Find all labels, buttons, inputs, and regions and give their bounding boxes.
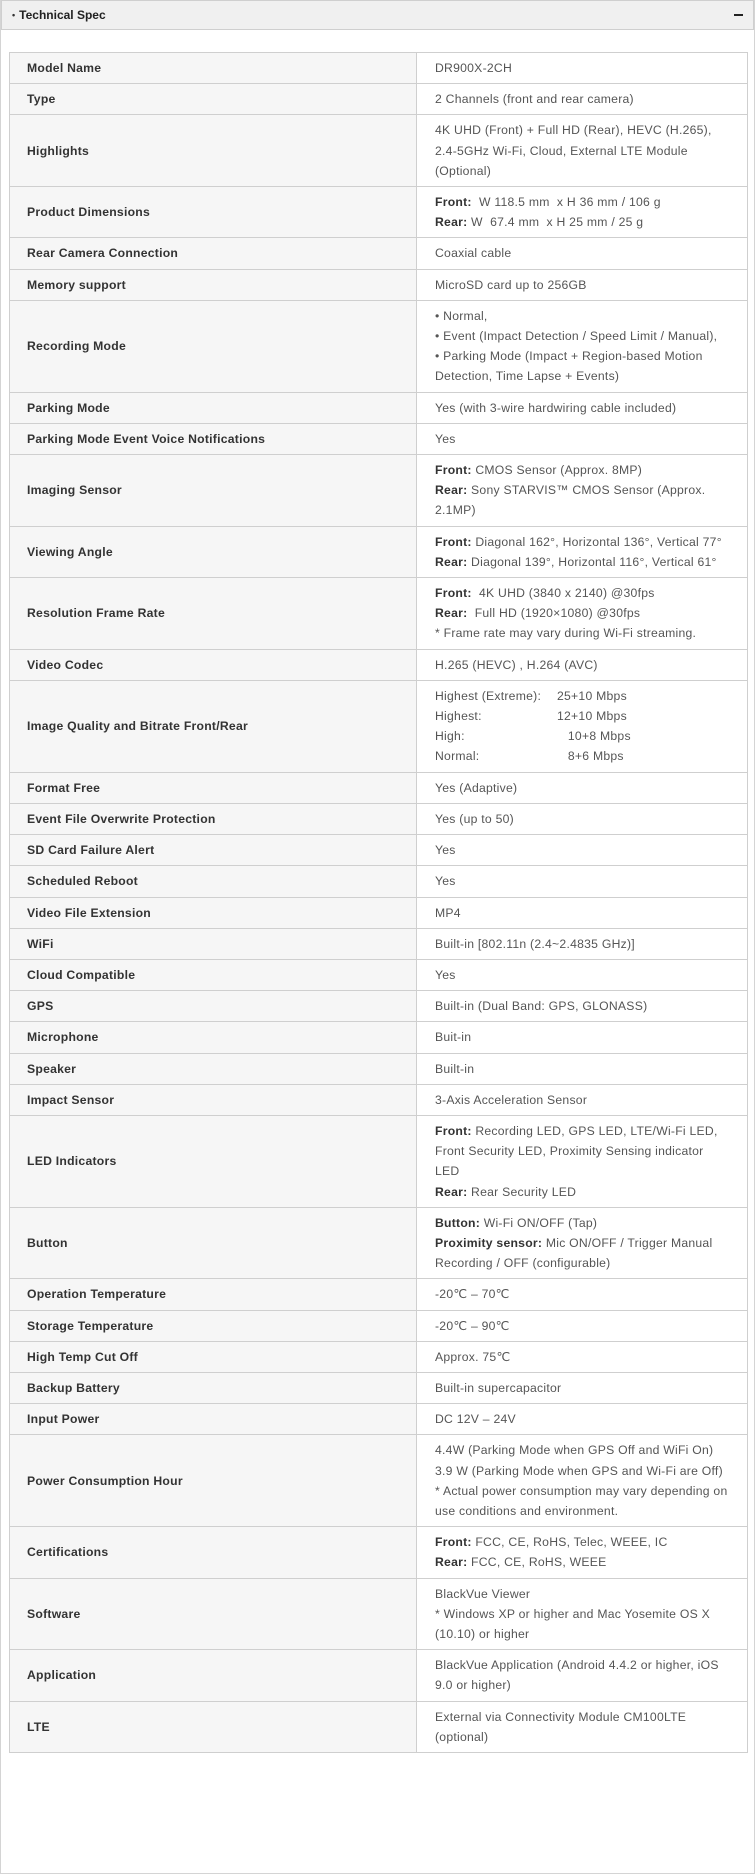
row-label: GPS <box>10 991 417 1022</box>
front-key: Front: <box>435 195 472 210</box>
technical-spec-header[interactable] <box>1 0 754 30</box>
spec-table <box>9 52 748 1753</box>
value-note: * Frame rate may vary during Wi-Fi streaming. <box>435 626 697 641</box>
bitrate-name: Highest: <box>435 709 482 724</box>
rear-key: Rear: <box>435 1555 468 1570</box>
table-row <box>10 1404 748 1435</box>
row-value: -20℃ – 70℃ <box>417 1279 748 1310</box>
row-label: Video Codec <box>10 649 417 680</box>
row-label: Memory support <box>10 269 417 300</box>
rear-value: Diagonal 139°, Horizontal 116°, Vertical 61° <box>467 554 717 569</box>
table-row <box>10 1372 748 1403</box>
row-value: Buit-in <box>417 1022 748 1053</box>
panel-title-text: Technical Spec <box>19 8 106 22</box>
table-row <box>10 455 748 527</box>
row-label: Resolution Frame Rate <box>10 578 417 650</box>
row-label: Storage Temperature <box>10 1310 417 1341</box>
bitrate-value: 12+10 Mbps <box>557 709 627 724</box>
table-row <box>10 991 748 1022</box>
table-row <box>10 423 748 454</box>
row-value: Yes (with 3-wire hardwiring cable included) <box>417 392 748 423</box>
table-row <box>10 959 748 990</box>
value-line: • Parking Mode (Impact + Region-based Motion Detection, Time Lapse + Events) <box>435 349 707 384</box>
row-value <box>417 455 748 527</box>
table-row <box>10 1527 748 1578</box>
row-value: H.265 (HEVC) , H.264 (AVC) <box>417 649 748 680</box>
rear-key: Rear: <box>435 483 468 498</box>
bitrate-value: 10+8 Mbps <box>557 729 631 744</box>
value-line: • Event (Impact Detection / Speed Limit / Manual), <box>435 329 718 344</box>
row-value: Built-in supercapacitor <box>417 1372 748 1403</box>
table-row <box>10 269 748 300</box>
front-key: Front: <box>435 463 472 478</box>
row-label: Imaging Sensor <box>10 455 417 527</box>
row-label: Recording Mode <box>10 300 417 392</box>
row-value: Yes (up to 50) <box>417 803 748 834</box>
rear-value: Sony STARVIS™ CMOS Sensor (Approx. 2.1MP) <box>435 483 709 518</box>
collapse-minus-icon[interactable] <box>731 8 745 22</box>
row-label: Impact Sensor <box>10 1084 417 1115</box>
bitrate-name: Normal: <box>435 749 480 764</box>
row-value: BlackVue Application (Android 4.4.2 or higher, iOS 9.0 or higher) <box>417 1650 748 1701</box>
row-label: High Temp Cut Off <box>10 1341 417 1372</box>
row-label: Event File Overwrite Protection <box>10 803 417 834</box>
table-row <box>10 115 748 187</box>
row-value <box>417 680 748 772</box>
row-value <box>417 578 748 650</box>
table-row <box>10 238 748 269</box>
button-value: Wi-Fi ON/OFF (Tap) <box>480 1215 598 1230</box>
front-key: Front: <box>435 534 472 549</box>
row-value: DC 12V – 24V <box>417 1404 748 1435</box>
rear-value: FCC, CE, RoHS, WEEE <box>467 1555 607 1570</box>
row-label: Image Quality and Bitrate Front/Rear <box>10 680 417 772</box>
table-row <box>10 1084 748 1115</box>
bitrate-value: 25+10 Mbps <box>557 688 627 703</box>
row-value: Built-in <box>417 1053 748 1084</box>
value-note: * Windows XP or higher and Mac Yosemite OS X (10.10) or higher <box>435 1606 714 1641</box>
row-value <box>417 526 748 577</box>
table-row <box>10 300 748 392</box>
table-row <box>10 1115 748 1207</box>
proximity-value: Mic ON/OFF / Trigger Manual Recording / OFF (configurable) <box>435 1235 717 1271</box>
row-value <box>417 1207 748 1279</box>
bitrate-row <box>435 746 729 766</box>
front-key: Front: <box>435 1535 472 1550</box>
row-value: Built-in (Dual Band: GPS, GLONASS) <box>417 991 748 1022</box>
rear-key: Rear: <box>435 606 468 621</box>
row-label: Speaker <box>10 1053 417 1084</box>
row-label: Scheduled Reboot <box>10 866 417 897</box>
table-row <box>10 392 748 423</box>
row-label: Model Name <box>10 53 417 84</box>
table-row <box>10 1022 748 1053</box>
row-label: Software <box>10 1578 417 1650</box>
row-value: MicroSD card up to 256GB <box>417 269 748 300</box>
front-value: W 118.5 mm x H 36 mm / 106 g <box>471 195 661 210</box>
bitrate-name: Highest (Extreme): <box>435 688 542 703</box>
rear-value: Rear Security LED <box>467 1184 577 1199</box>
row-label: Operation Temperature <box>10 1279 417 1310</box>
table-row <box>10 835 748 866</box>
table-row <box>10 84 748 115</box>
table-row <box>10 1341 748 1372</box>
bitrate-value: 8+6 Mbps <box>557 749 624 764</box>
bullet-icon: • <box>12 10 16 20</box>
bitrate-name: High: <box>435 729 465 744</box>
table-row <box>10 649 748 680</box>
row-value: 3-Axis Acceleration Sensor <box>417 1084 748 1115</box>
table-row <box>10 53 748 84</box>
row-label: Highlights <box>10 115 417 187</box>
row-label: Type <box>10 84 417 115</box>
rear-key: Rear: <box>435 1184 468 1199</box>
value-line: 3.9 W (Parking Mode when GPS and Wi-Fi are Off) <box>435 1463 723 1478</box>
row-label: Application <box>10 1650 417 1701</box>
row-value: Built-in [802.11n (2.4~2.4835 GHz)] <box>417 928 748 959</box>
row-label: Button <box>10 1207 417 1279</box>
row-label: Backup Battery <box>10 1372 417 1403</box>
row-label: Power Consumption Hour <box>10 1435 417 1527</box>
row-value: 4K UHD (Front) + Full HD (Rear), HEVC (H.265), 2.4-5GHz Wi-Fi, Cloud, External LTE Module (Optional) <box>417 115 748 187</box>
front-key: Front: <box>435 1123 472 1138</box>
bitrate-row <box>435 726 729 746</box>
row-value: Yes <box>417 866 748 897</box>
row-label: WiFi <box>10 928 417 959</box>
row-label: LED Indicators <box>10 1115 417 1207</box>
row-value: External via Connectivity Module CM100LTE (optional) <box>417 1701 748 1752</box>
table-row <box>10 187 748 238</box>
front-value: 4K UHD (3840 x 2140) @30fps <box>471 586 655 601</box>
row-label: Cloud Compatible <box>10 959 417 990</box>
table-row <box>10 772 748 803</box>
front-value: Recording LED, GPS LED, LTE/Wi-Fi LED, Front Security LED, Proximity Sensing indicator LED <box>435 1123 722 1179</box>
row-value <box>417 300 748 392</box>
rear-key: Rear: <box>435 215 468 230</box>
table-row <box>10 680 748 772</box>
table-row <box>10 526 748 577</box>
front-value: CMOS Sensor (Approx. 8MP) <box>471 463 643 478</box>
table-row <box>10 1310 748 1341</box>
row-label: Parking Mode Event Voice Notifications <box>10 423 417 454</box>
rear-key: Rear: <box>435 554 468 569</box>
table-row <box>10 897 748 928</box>
value-note: * Actual power consumption may vary depending on use conditions and environment. <box>435 1483 732 1518</box>
table-row <box>10 1578 748 1650</box>
spec-table-wrapper <box>9 52 746 1753</box>
row-label: Certifications <box>10 1527 417 1578</box>
row-value: Yes <box>417 835 748 866</box>
table-row <box>10 1701 748 1752</box>
value-line: BlackVue Viewer <box>435 1586 531 1601</box>
row-label: Input Power <box>10 1404 417 1435</box>
row-value: Approx. 75℃ <box>417 1341 748 1372</box>
row-label: Microphone <box>10 1022 417 1053</box>
panel-title <box>12 8 106 22</box>
table-row <box>10 1207 748 1279</box>
button-key: Button: <box>435 1215 481 1230</box>
table-row <box>10 1279 748 1310</box>
row-value <box>417 1527 748 1578</box>
row-label: Product Dimensions <box>10 187 417 238</box>
row-value <box>417 1435 748 1527</box>
rear-value: Full HD (1920×1080) @30fps <box>467 606 641 621</box>
table-row <box>10 578 748 650</box>
row-label: Rear Camera Connection <box>10 238 417 269</box>
row-label: Viewing Angle <box>10 526 417 577</box>
table-row <box>10 803 748 834</box>
row-value: DR900X-2CH <box>417 53 748 84</box>
table-row <box>10 1053 748 1084</box>
row-value: Coaxial cable <box>417 238 748 269</box>
row-value: Yes (Adaptive) <box>417 772 748 803</box>
row-value <box>417 187 748 238</box>
table-row <box>10 928 748 959</box>
bitrate-row <box>435 706 729 726</box>
row-value: MP4 <box>417 897 748 928</box>
row-label: LTE <box>10 1701 417 1752</box>
row-value: Yes <box>417 959 748 990</box>
table-row <box>10 1650 748 1701</box>
rear-value: W 67.4 mm x H 25 mm / 25 g <box>467 215 644 230</box>
row-value: -20℃ – 90℃ <box>417 1310 748 1341</box>
bitrate-row <box>435 686 729 706</box>
row-label: SD Card Failure Alert <box>10 835 417 866</box>
value-line: • Normal, <box>435 308 488 323</box>
row-value <box>417 1115 748 1207</box>
value-line: 4.4W (Parking Mode when GPS Off and WiFi On) <box>435 1443 714 1458</box>
row-value: 2 Channels (front and rear camera) <box>417 84 748 115</box>
front-value: FCC, CE, RoHS, Telec, WEEE, IC <box>471 1535 668 1550</box>
row-label: Video File Extension <box>10 897 417 928</box>
row-value: Yes <box>417 423 748 454</box>
front-key: Front: <box>435 586 472 601</box>
row-label: Parking Mode <box>10 392 417 423</box>
row-value <box>417 1578 748 1650</box>
table-row <box>10 1435 748 1527</box>
proximity-key: Proximity sensor: <box>435 1235 543 1250</box>
row-label: Format Free <box>10 772 417 803</box>
front-value: Diagonal 162°, Horizontal 136°, Vertical 77° <box>471 534 722 549</box>
table-row <box>10 866 748 897</box>
